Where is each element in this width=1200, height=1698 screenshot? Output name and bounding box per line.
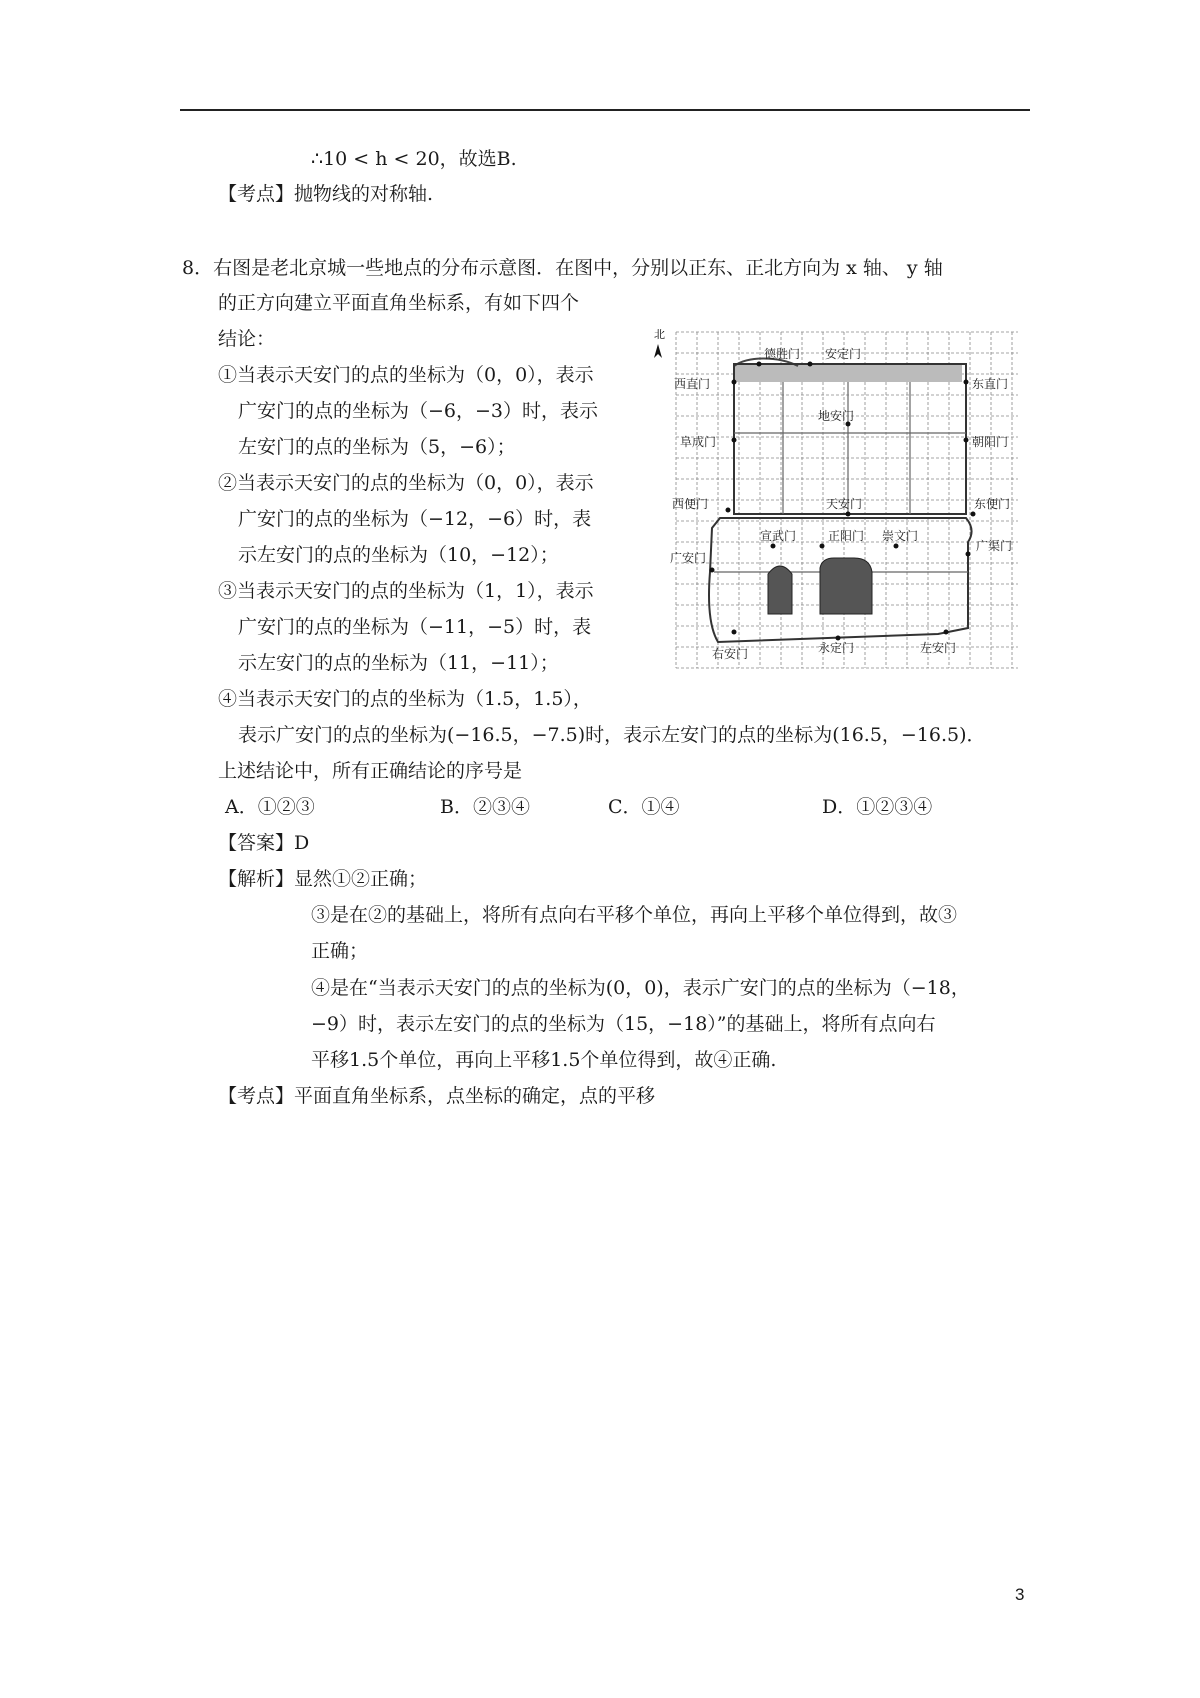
analysis-line-4: ④是在“当表示天安门的点的坐标为(0，0)，表示广安门的点的坐标为（−18， [311,977,970,999]
conclusion-3-line-2: 广安门的点的坐标为（−11，−5）时，表 [238,616,592,638]
analysis-tag: 【解析】 [218,868,295,890]
shaded-top-band [734,364,962,382]
kaodian2-text: 平面直角坐标系，点坐标的确定，点的平移 [294,1085,656,1107]
answer-line [218,830,309,856]
option-b: B．②③④ [440,796,530,818]
analysis-line-2: ③是在②的基础上，将所有点向右平移个单位，再向上平移个单位得到，故③ [311,904,958,926]
conclusion-1-line-3: 左安门的点的坐标为（5，−6）； [238,436,516,458]
gate-label-youanmen: 右安门 [712,647,749,661]
gate-label-chongwenmen: 崇文门 [882,529,919,543]
prev-kaodian [218,181,433,207]
page-number: 3 [1015,1585,1025,1604]
gate-label-guanganmen: 广安门 [670,551,707,565]
temple-of-agriculture [768,566,792,614]
question-number: 8． [182,257,214,279]
north-arrow-icon [654,344,662,358]
gate-label-fuchengmen: 阜成门 [680,435,717,449]
gate-label-xibianmen: 西便门 [672,497,709,511]
prev-conclusion: ∴10 < h < 20，故选B. [311,148,517,170]
temple-of-heaven [820,558,872,614]
gate-label-guangqumen: 广渠门 [976,539,1013,553]
gate-label-xizhimen: 西直门 [674,377,711,391]
option-c: C．①④ [608,796,680,818]
gate-label-andingmen: 安定门 [825,347,862,361]
inner-city-wall [734,364,966,514]
option-a: A．①②③ [225,796,315,818]
conclusion-4-line-1: ④当表示天安门的点的坐标为（1.5，1.5）， [218,688,592,710]
conclusion-2-line-1: ②当表示天安门的点的坐标为（0，0），表示 [218,472,594,494]
analysis-line-3: 正确； [311,940,369,962]
conclusion-2-line-2: 广安门的点的坐标为（−12，−6）时，表 [238,508,592,530]
conclusion-3-line-3: 示左安门的点的坐标为（11，−11）； [238,652,559,674]
conclusion-2-line-3: 示左安门的点的坐标为（10，−12）； [238,544,559,566]
conclusion-1-line-1: ①当表示天安门的点的坐标为（0，0），表示 [218,364,594,386]
conclusion-4-line-2: 表示广安门的点的坐标为(−16.5，−7.5)时，表示左安门的点的坐标为(16.5，−16.5)． [238,724,986,746]
analysis-line-6: 平移1.5个单位，再向上平移1.5个单位得到，故④正确. [311,1049,777,1071]
gate-label-zuoanmen: 左安门 [920,641,957,655]
gate-label-tiananmen: 天安门 [826,497,863,511]
kaodian-text: 抛物线的对称轴. [294,183,434,205]
north-label: 北 [654,328,665,341]
gate-label-xuanwumen: 宣武门 [760,529,797,543]
kaodian2-tag: 【考点】 [218,1085,295,1107]
question-stem: 右图是老北京城一些地点的分布示意图．在图中，分别以正东、正北方向为 x 轴、 y 轴 [213,257,943,279]
gate-label-yongdingmen: 永定门 [818,641,855,655]
gate-label-zhengyangmen: 正阳门 [828,529,865,543]
answer-value: D [294,832,310,854]
gate-label-chaoyangmen: 朝阳门 [972,435,1009,449]
beijing-map-figure [648,322,1028,677]
analysis-line-1 [218,866,427,892]
analysis-line-5: −9）时，表示左安门的点的坐标为（15，−18）”的基础上，将所有点向右 [311,1013,936,1035]
answer-tag: 【答案】 [218,832,295,854]
gate-label-dongbianmen: 东便门 [974,497,1011,511]
option-d: D．①②③④ [822,796,933,818]
question-line-1 [182,255,943,281]
header-rule [180,109,1030,111]
analysis-text-1: 显然①②正确； [294,868,428,890]
gate-label-dongzhimen: 东直门 [972,377,1009,391]
gate-label-dianmen: 地安门 [818,409,855,423]
conclusion-1-line-2: 广安门的点的坐标为（−6，−3）时，表示 [238,400,599,422]
kaodian-line-2 [218,1083,655,1109]
question-stem-2: 的正方向建立平面直角坐标系，有如下四个 [218,292,580,314]
gate-label-deshengmen: 德胜门 [764,347,801,361]
conclusion-3-line-1: ③当表示天安门的点的坐标为（1，1），表示 [218,580,594,602]
question-stem-3: 结论： [218,328,276,350]
question-prompt: 上述结论中，所有正确结论的序号是 [218,760,523,782]
kaodian-tag: 【考点】 [218,183,295,205]
